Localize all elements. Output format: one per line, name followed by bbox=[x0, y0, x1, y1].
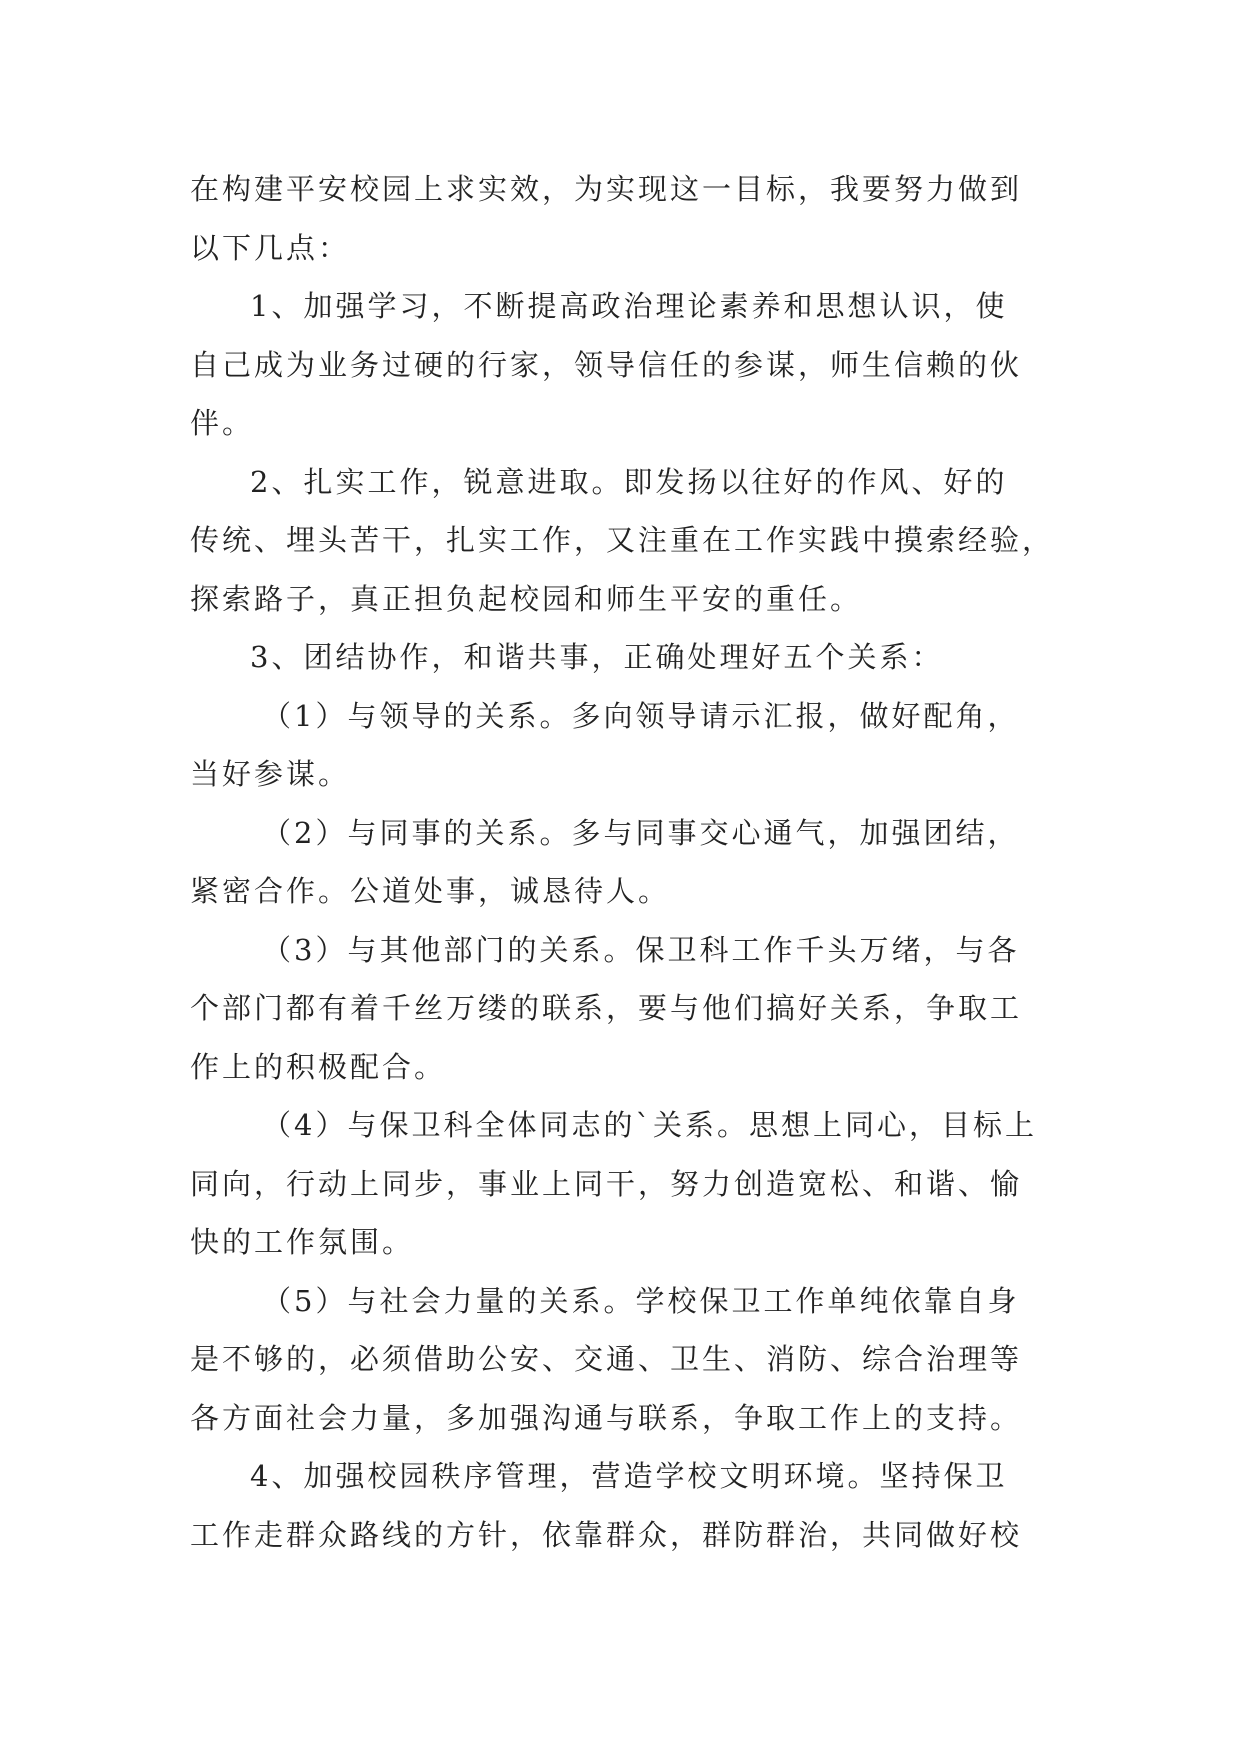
text-line: 自己成为业务过硬的行家，领导信任的参谋，师生信赖的伙 bbox=[190, 347, 1023, 382]
text-line: 伴。 bbox=[190, 406, 255, 440]
text-line: 当好参谋。 bbox=[190, 757, 351, 791]
text-line: （4）与保卫科全体同志的`关系。思想上同心，目标上 bbox=[262, 1108, 1037, 1142]
text-line: 同向，行动上同步，事业上同干，努力创造宽松、和谐、愉 bbox=[190, 1166, 1023, 1201]
text-line: 快的工作氛围。 bbox=[190, 1225, 415, 1259]
text-line: 3、团结协作，和谐共事，正确处理好五个关系： bbox=[250, 640, 944, 674]
text-line: （1）与领导的关系。多向领导请示汇报，做好配角， bbox=[262, 698, 1020, 733]
text-line: （2）与同事的关系。多与同事交心通气，加强团结， bbox=[262, 815, 1020, 850]
text-line: 4、加强校园秩序管理，营造学校文明环境。坚持保卫 bbox=[250, 1459, 1008, 1493]
text-line: 是不够的，必须借助公安、交通、卫生、消防、综合治理等 bbox=[190, 1342, 1023, 1376]
text-line: 紧密合作。公道处事，诚恳待人。 bbox=[190, 874, 671, 908]
text-line: （5）与社会力量的关系。学校保卫工作单纯依靠自身 bbox=[262, 1283, 1020, 1318]
text-line: 以下几点： bbox=[190, 230, 351, 265]
text-line: 探索路子，真正担负起校园和师生平安的重任。 bbox=[190, 581, 863, 616]
text-line: （3）与其他部门的关系。保卫科工作千头万绪，与各 bbox=[262, 932, 1020, 967]
text-line: 个部门都有着千丝万缕的联系，要与他们搞好关系，争取工 bbox=[190, 991, 1023, 1025]
document-body bbox=[190, 160, 1060, 1564]
text-line: 2、扎实工作，锐意进取。即发扬以往好的作风、好的 bbox=[250, 464, 1008, 499]
text-line: 各方面社会力量，多加强沟通与联系，争取工作上的支持。 bbox=[190, 1400, 1023, 1435]
text-line: 工作走群众路线的方针，依靠群众，群防群治，共同做好校 bbox=[190, 1517, 1023, 1552]
text-line: 1、加强学习，不断提高政治理论素养和思想认识，使 bbox=[250, 289, 1008, 323]
text-line: 传统、埋头苦干，扎实工作，又注重在工作实践中摸索经验， bbox=[190, 523, 1055, 557]
text-line: 作上的积极配合。 bbox=[190, 1049, 447, 1084]
text-line: 在构建平安校园上求实效，为实现这一目标，我要努力做到 bbox=[190, 172, 1023, 206]
